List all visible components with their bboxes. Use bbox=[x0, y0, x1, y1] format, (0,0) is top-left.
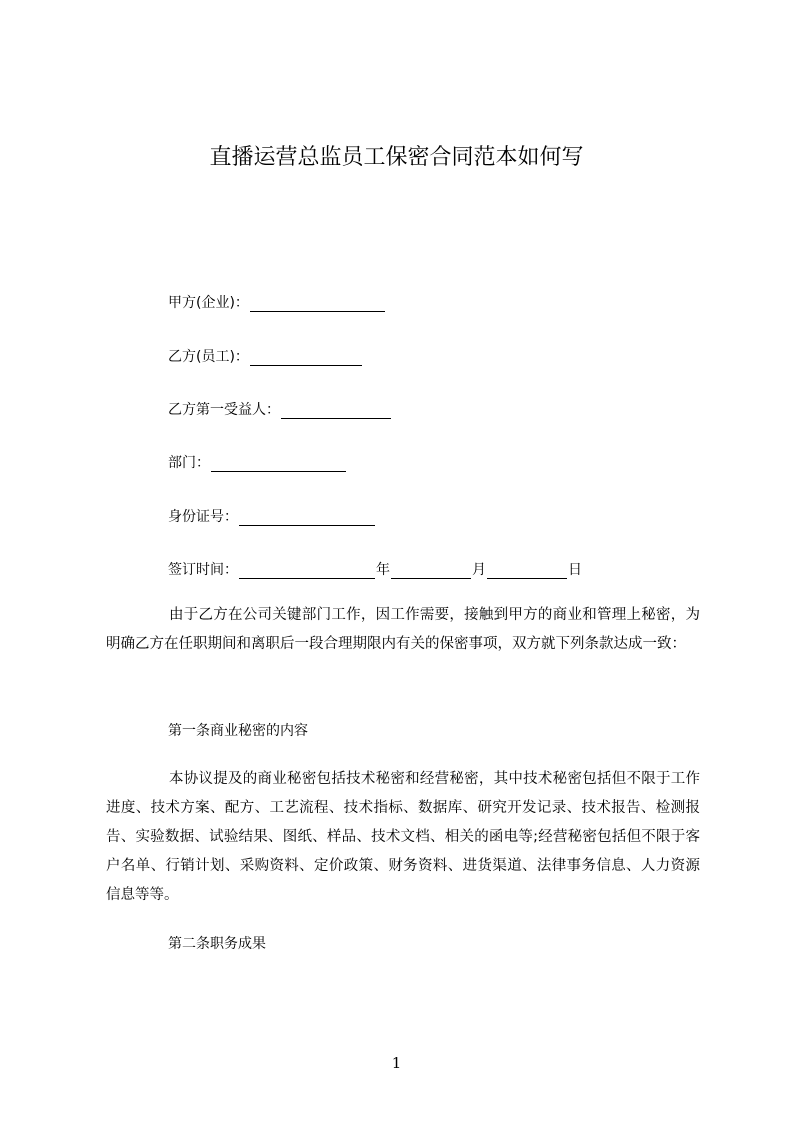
id-number-label: 身份证号： bbox=[168, 509, 238, 525]
year-label: 年 bbox=[376, 562, 390, 578]
party-b-field bbox=[168, 346, 363, 366]
party-a-blank[interactable] bbox=[250, 297, 385, 312]
beneficiary-blank[interactable] bbox=[281, 404, 391, 419]
department-field bbox=[168, 452, 347, 472]
department-blank[interactable] bbox=[211, 457, 346, 472]
month-label: 月 bbox=[472, 562, 486, 578]
day-label: 日 bbox=[568, 562, 582, 578]
sign-time-label: 签订时间： bbox=[168, 562, 238, 578]
document-title: 直播运营总监员工保密合同范本如何写 bbox=[209, 145, 584, 170]
article1-heading: 第一条商业秘密的内容 bbox=[168, 723, 308, 739]
article1-body: 本协议提及的商业秘密包括技术秘密和经营秘密，其中技术秘密包括但不限于工作进度、技术方案、配方、工艺流程、技术指标、数据库、研究开发记录、技术报告、检测报告、实验数据、试验结果、图纸、样品、技术文档、相关的函电等;经营秘密包括但不限于客户名单、行销计划、采购资料、定价政策、财务资料、进货渠道、法律事务信息、人力资源信息等等。 bbox=[106, 771, 700, 903]
beneficiary-field bbox=[168, 399, 392, 419]
id-number-blank[interactable] bbox=[239, 511, 375, 526]
sign-time-field bbox=[168, 559, 582, 579]
id-number-field bbox=[168, 506, 376, 526]
party-b-label: 乙方(员工)： bbox=[168, 349, 249, 365]
intro-paragraph: 由于乙方在公司关键部门工作，因工作需要，接触到甲方的商业和管理上秘密，为明确乙方在任职期间和离职后一段合理期限内有关的保密事项，双方就下列条款达成一致： bbox=[106, 607, 700, 652]
year-blank[interactable] bbox=[239, 564, 375, 579]
party-a-label: 甲方(企业)： bbox=[168, 295, 249, 311]
party-a-field bbox=[168, 292, 386, 312]
article2-heading: 第二条职务成果 bbox=[168, 936, 266, 952]
party-b-blank[interactable] bbox=[250, 351, 362, 366]
department-label: 部门： bbox=[168, 455, 210, 471]
page-number: 1 bbox=[391, 1054, 402, 1072]
day-blank[interactable] bbox=[487, 564, 567, 579]
beneficiary-label: 乙方第一受益人： bbox=[168, 402, 280, 418]
month-blank[interactable] bbox=[391, 564, 471, 579]
